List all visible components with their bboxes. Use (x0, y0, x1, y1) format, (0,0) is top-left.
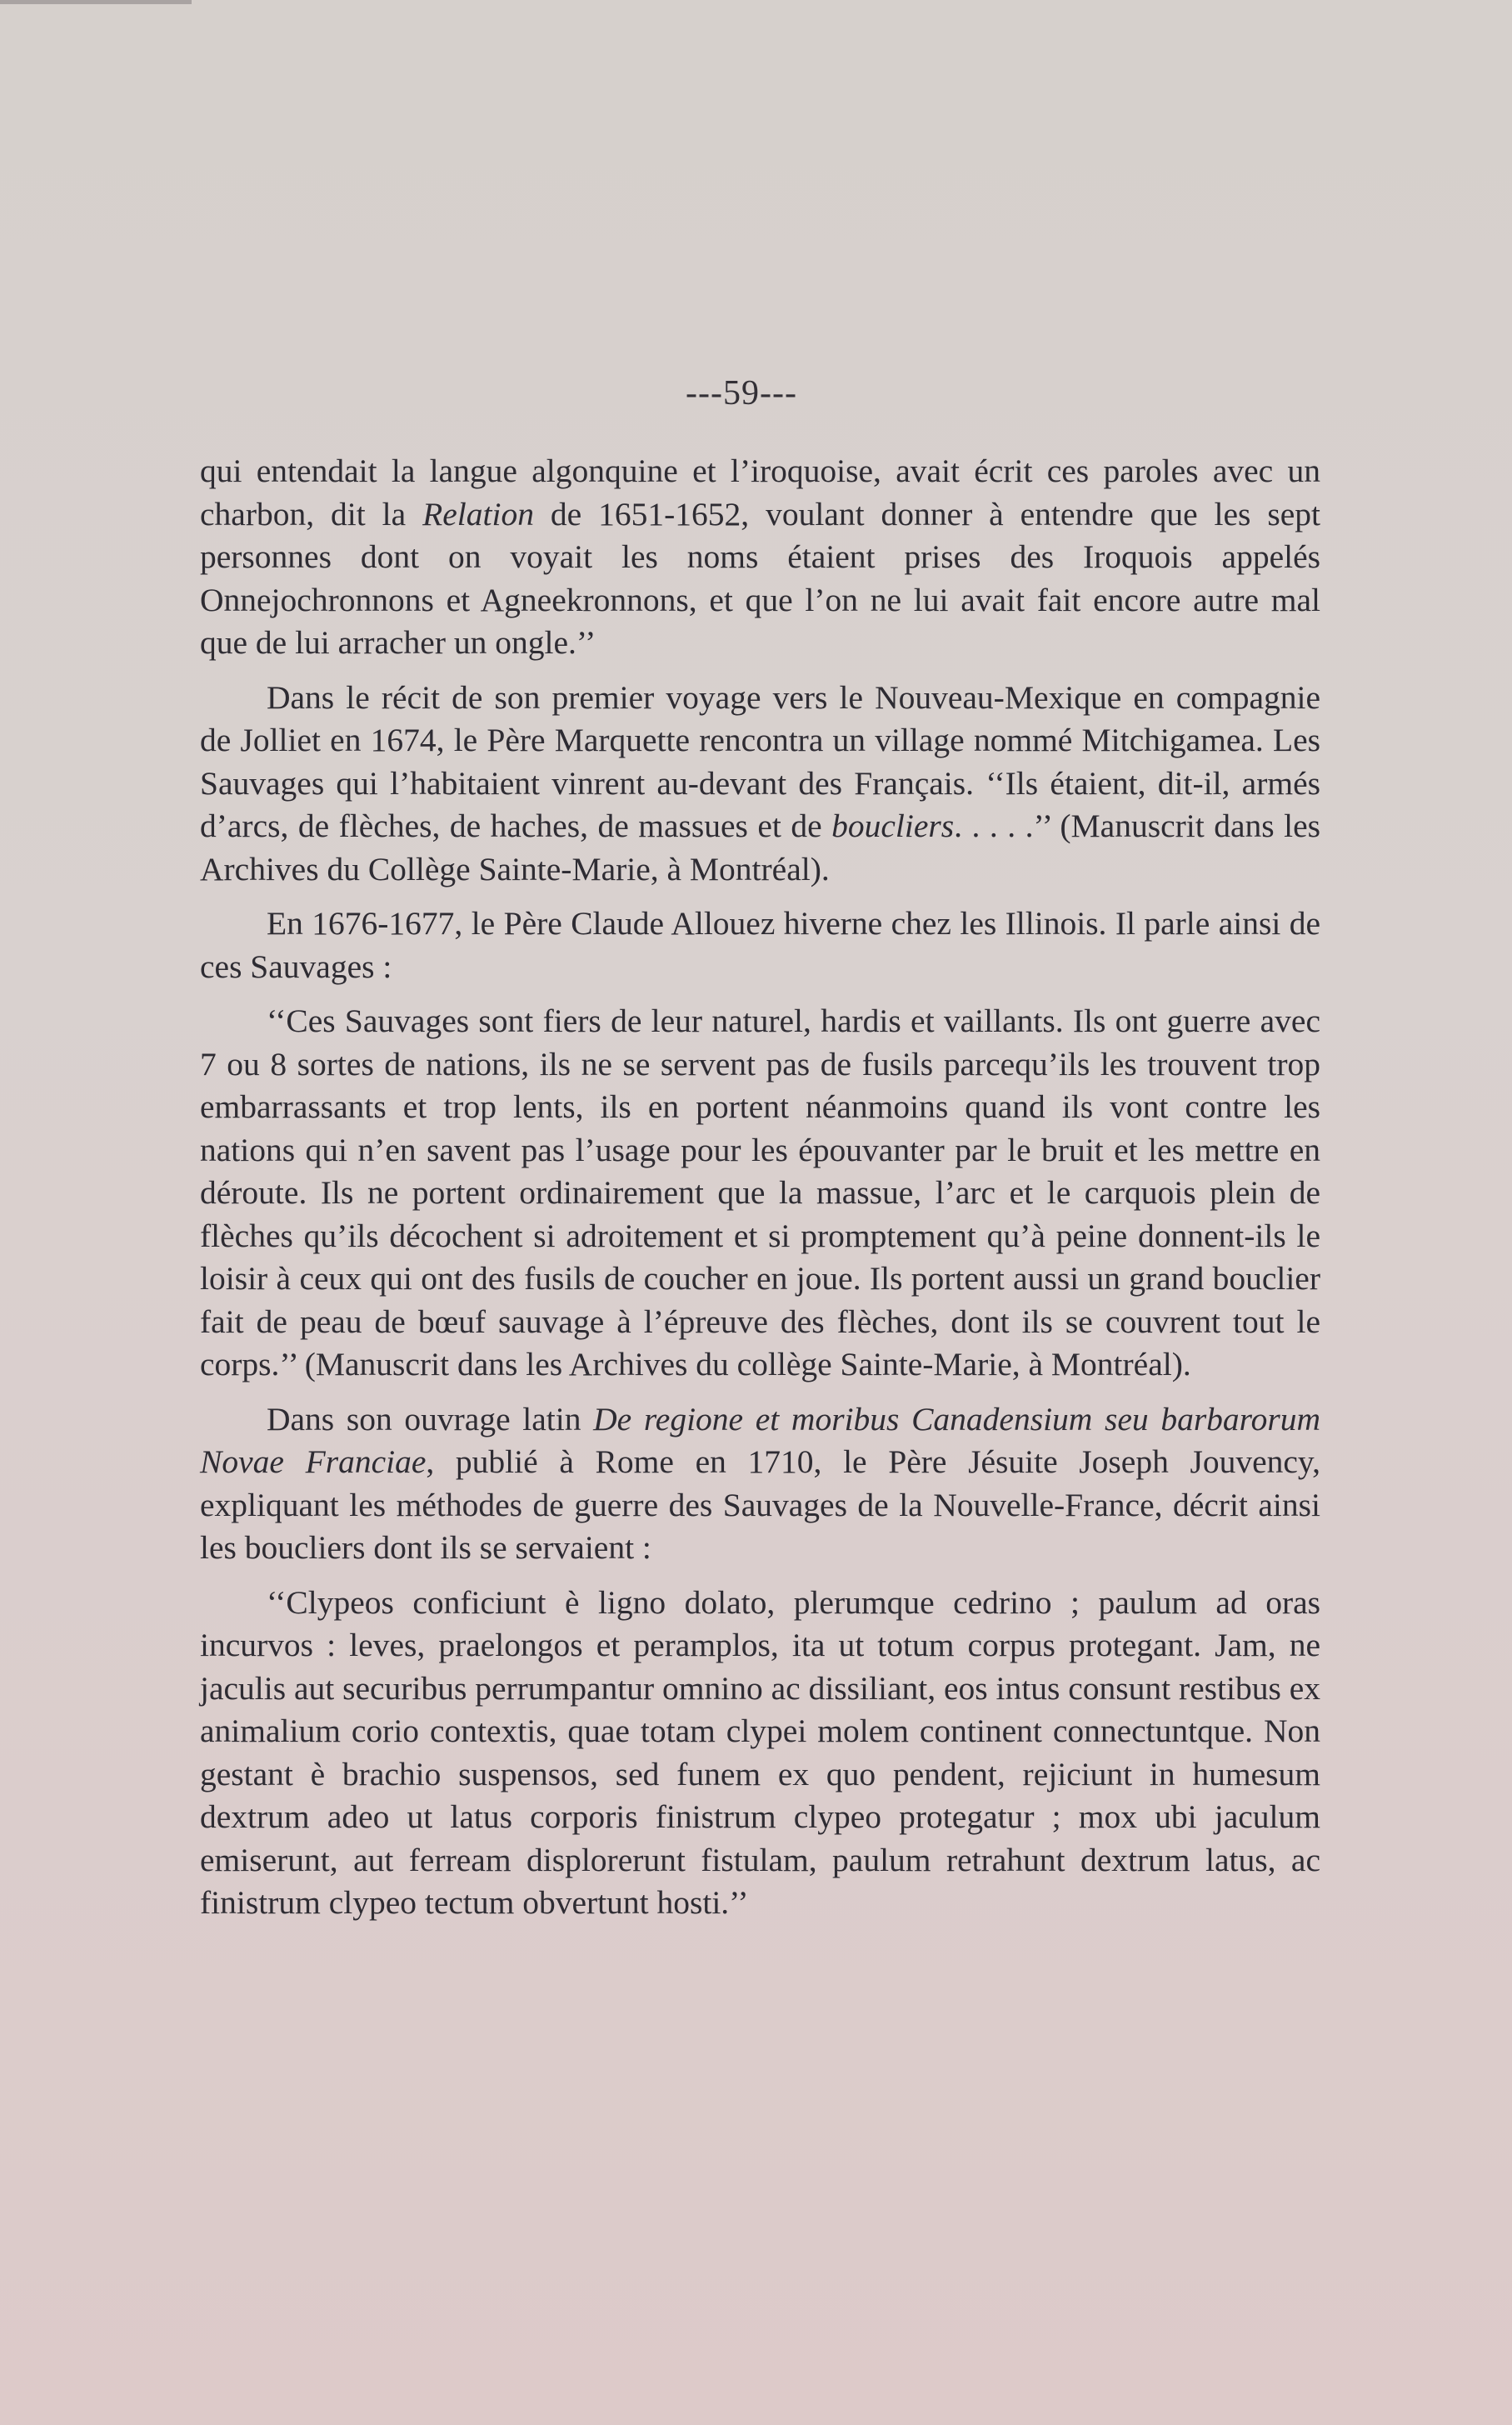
page-number: ---59--- (686, 374, 797, 412)
paragraph-text: ‘‘Clypeos conficiunt è ligno dolato, plerumque cedrino ; paulum ad oras incurvos : leves, praelongos et peramplos, ita ut totum corpus protegant. Jam, ne jaculis aut securibus perrumpantur omnino ac dissiliant, eos intus consunt restibus ex animalium corio contextis, quae totam clypei molem continent connectuntque. Non gestant è brachio suspensos, sed funem ex quo pendent, rejiciunt in humesum dextrum adeo ut latus corporis finistrum clypeo protegatur ; mox ubi jaculum emiserunt, aut ferream displorerunt fistulam, paulum retrahunt dextrum latus, ac finistrum clypeo tectum obvertunt hosti.’’ (200, 1583, 1320, 1921)
paragraph-text: Dans son ouvrage latin (267, 1400, 594, 1438)
paragraph-text: , publié à Rome en 1710, le Père Jésuite Joseph Jouvency, expliquant les méthodes de guerre des Sauvages de la Nouvelle-France, décrit ainsi les boucliers dont ils se servaient : (200, 1443, 1320, 1566)
paragraph-text: qui entendait la langue algonquine et l’iroquoise, avait écrit ces paroles avec un charbon, dit la (200, 452, 1320, 532)
paragraph (200, 1398, 1320, 1570)
italic-title: De regione et moribus Canadensium seu barbarorum Novae Franciae (200, 1400, 1320, 1480)
paragraph (200, 1582, 1320, 1925)
paragraph (200, 677, 1320, 892)
paragraph (200, 1000, 1320, 1387)
italic-title: Relation (422, 495, 534, 532)
paragraph-text: Dans le récit de son premier voyage vers le Nouveau-Mexique en compagnie de Jolliet en 1674, le Père Marquette rencontra un village nommé Mitchigamea. Les Sauvages qui l’habitaient vinrent au-devant des Français. ‘‘Ils étaient, dit-il, armés d’arcs, de flèches, de haches, de massues et de (200, 678, 1320, 844)
paragraph-text: En 1676-1677, le Père Claude Allouez hiverne chez les Illinois. Il parle ainsi de ces Sauvages : (200, 905, 1320, 985)
body-text (200, 450, 1320, 1937)
paragraph-text: . . . . .’’ (Manuscrit dans les Archives du Collège Sainte-Marie, à Montréal). (200, 808, 1320, 888)
paragraph-text: de 1651-1652, voulant donner à entendre que les sept personnes dont on voyait les noms étaient prises des Iroquois appelés Onnejochronnons et Agneekronnons, et que l’on ne lui avait fait encore autre mal que de lui arracher un ongle.’’ (200, 495, 1320, 661)
italic-title: boucliers (831, 808, 955, 844)
paragraph-text: ‘‘Ces Sauvages sont fiers de leur naturel, hardis et vaillants. Ils ont guerre avec 7 ou 8 sortes de nations, ils ne se servent pas de fusils parcequ’ils les trouvent trop embarrassants et trop lents, ils en portent néanmoins quand ils vont contre les nations qui n’en savent pas l’usage pour les épouvanter par le bruit et les mettre en déroute. Ils ne portent ordinairement que la massue, l’arc et le carquois plein de flèches qu’ils décochent si adroitement et si promptement qu’à peine donnent-ils le loisir à ceux qui ont des fusils de coucher en joue. Ils portent aussi un grand bouclier fait de peau de bœuf sauvage à l’épreuve des flèches, dont ils se couvrent tout le corps.’’ (Manuscrit dans les Archives du collège Sainte-Marie, à Montréal). (200, 1002, 1320, 1382)
paragraph (200, 450, 1320, 665)
paragraph (200, 902, 1320, 988)
top-edge-rule (0, 0, 192, 4)
